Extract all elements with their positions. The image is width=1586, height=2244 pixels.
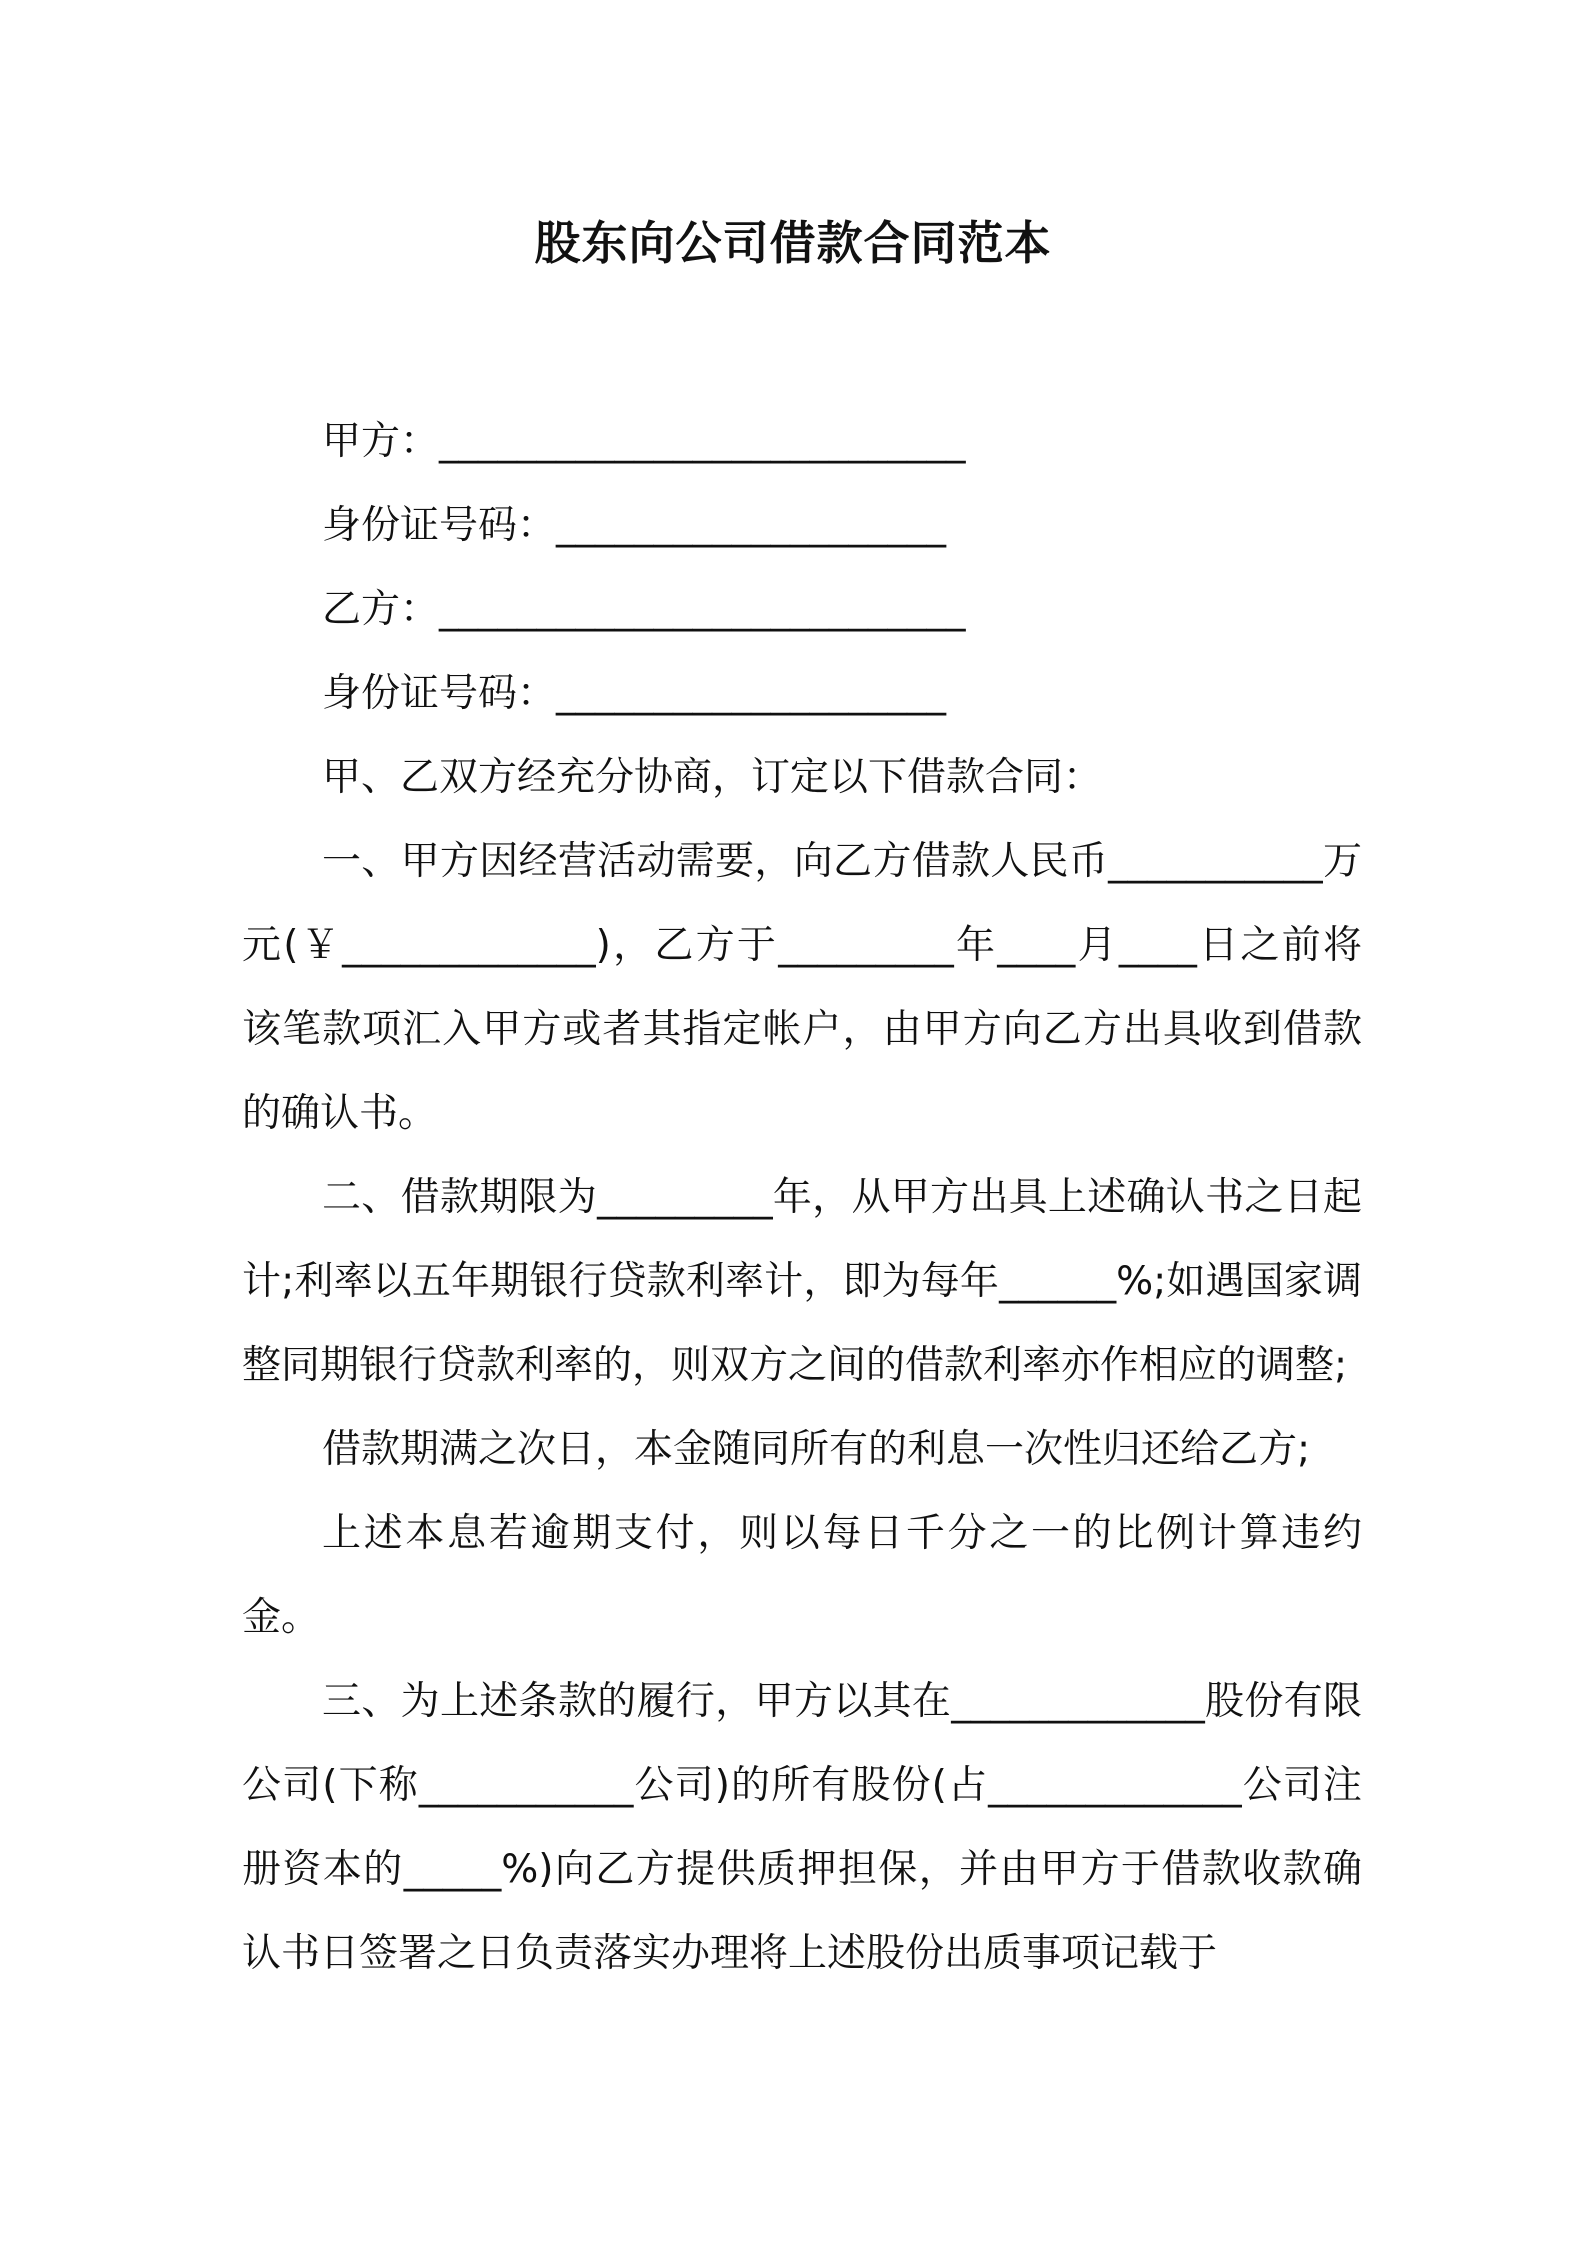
intro-paragraph: 甲、乙双方经充分协商，订定以下借款合同： — [322, 755, 1103, 800]
clause-2-penalty: 上述本息若逾期支付，则以每日千分之一的比例计算违约金。 — [242, 1511, 1362, 1640]
clause-3: 三、为上述条款的履行，甲方以其在_____________股份有限公司(下称___________公司)的所有股份(占_____________公司注册资本的_____%)向乙方提供质押担保，并由甲方于借款收款确认书日签署之日负责落实办理将上述股份出质事项记载于 — [242, 1679, 1362, 1976]
clause-1: 一、甲方因经营活动需要，向乙方借款人民币___________万元(￥_____________)，乙方于_________年____月____日之前将该笔款项汇入甲方或者其指定帐户，由甲方向乙方出具收到借款的确认书。 — [242, 839, 1362, 1136]
party-b-field: 乙方：___________________________ — [322, 587, 966, 632]
party-b-id-field: 身份证号码：____________________ — [322, 671, 947, 716]
clause-2-maturity: 借款期满之次日，本金随同所有的利息一次性归还给乙方; — [322, 1427, 1311, 1472]
party-a-id-field: 身份证号码：____________________ — [322, 503, 947, 548]
party-a-field: 甲方：___________________________ — [322, 419, 966, 464]
clause-2: 二、借款期限为_________年，从甲方出具上述确认书之日起计;利率以五年期银行贷款利率计，即为每年______%;如遇国家调整同期银行贷款利率的，则双方之间的借款利率亦作相应的调整; — [242, 1175, 1362, 1388]
document-title: 股东向公司借款合同范本 — [534, 216, 1052, 270]
document-body — [242, 400, 1362, 1996]
